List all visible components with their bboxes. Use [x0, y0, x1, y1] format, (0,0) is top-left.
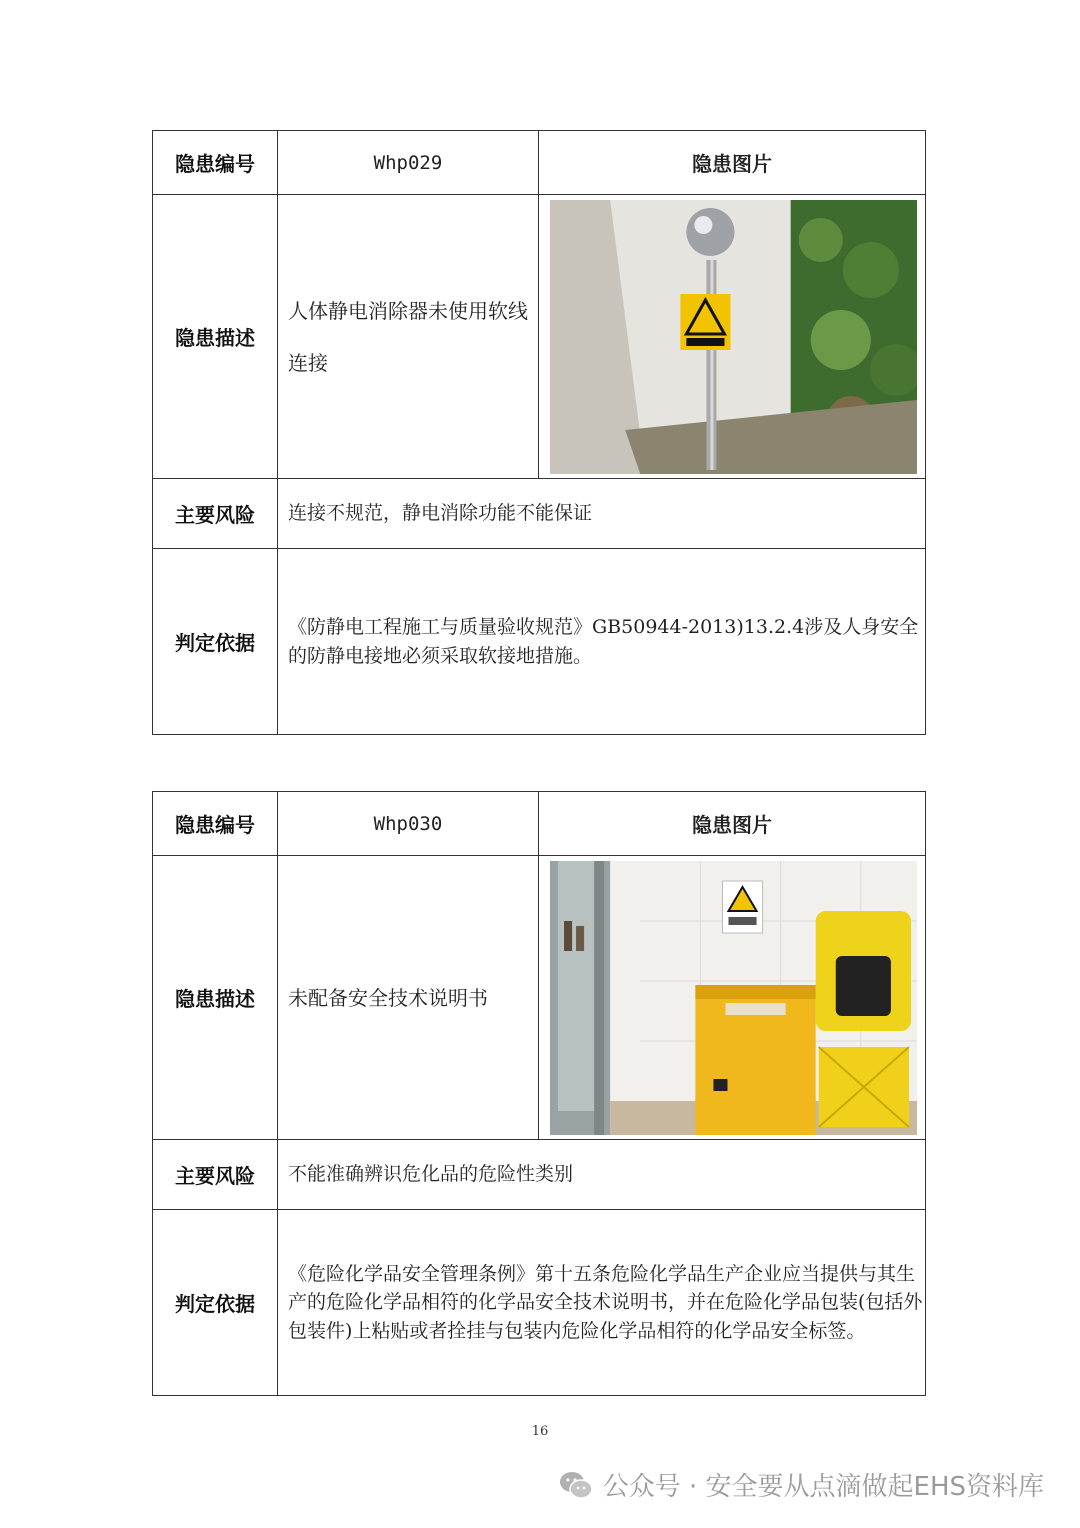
- hazard-photo-cell: [539, 856, 926, 1140]
- label-hazard-image: 隐患图片: [539, 131, 926, 195]
- hazard-record-whp029: [152, 130, 926, 735]
- hazard-photo-cell: [539, 195, 926, 479]
- label-hazard-id: 隐患编号: [153, 792, 278, 856]
- hazard-record-whp030: [152, 791, 926, 1396]
- label-hazard-id: 隐患编号: [153, 131, 278, 195]
- watermark-text: 公众号 · 安全要从点滴做起EHS资料库: [602, 1472, 1044, 1502]
- label-judgment-basis: 判定依据: [153, 549, 278, 735]
- label-hazard-image: 隐患图片: [539, 792, 926, 856]
- hazard-description-value: 未配备安全技术说明书: [278, 856, 539, 1140]
- main-risk-value: 连接不规范，静电消除功能不能保证: [278, 479, 926, 549]
- wechat-icon: [559, 1470, 593, 1500]
- label-main-risk: 主要风险: [153, 1140, 278, 1210]
- judgment-basis-value: 《防静电工程施工与质量验收规范》GB50944-2013)13.2.4涉及人身安全的防静电接地必须采取软接地措施。: [278, 549, 926, 735]
- label-hazard-description: 隐患描述: [153, 195, 278, 479]
- page-number: 16: [531, 1424, 549, 1439]
- wechat-watermark: [559, 1466, 1044, 1503]
- label-hazard-description: 隐患描述: [153, 856, 278, 1140]
- chemical-cabinet-photo: [550, 861, 917, 1135]
- hazard-description-value: 人体静电消除器未使用软线连接: [278, 195, 539, 479]
- judgment-basis-value: 《危险化学品安全管理条例》第十五条危险化学品生产企业应当提供与其生产的危险化学品相符的化学品安全技术说明书，并在危险化学品包装(包括外包装件)上粘贴或者拴挂与包装内危险化学品相符的化学品安全标签。: [278, 1210, 926, 1396]
- label-main-risk: 主要风险: [153, 479, 278, 549]
- hazard-id-value: Whp029: [278, 131, 539, 195]
- main-risk-value: 不能准确辨识危化品的危险性类别: [278, 1140, 926, 1210]
- grounding-device-photo: [550, 200, 917, 474]
- hazard-id-value: Whp030: [278, 792, 539, 856]
- label-judgment-basis: 判定依据: [153, 1210, 278, 1396]
